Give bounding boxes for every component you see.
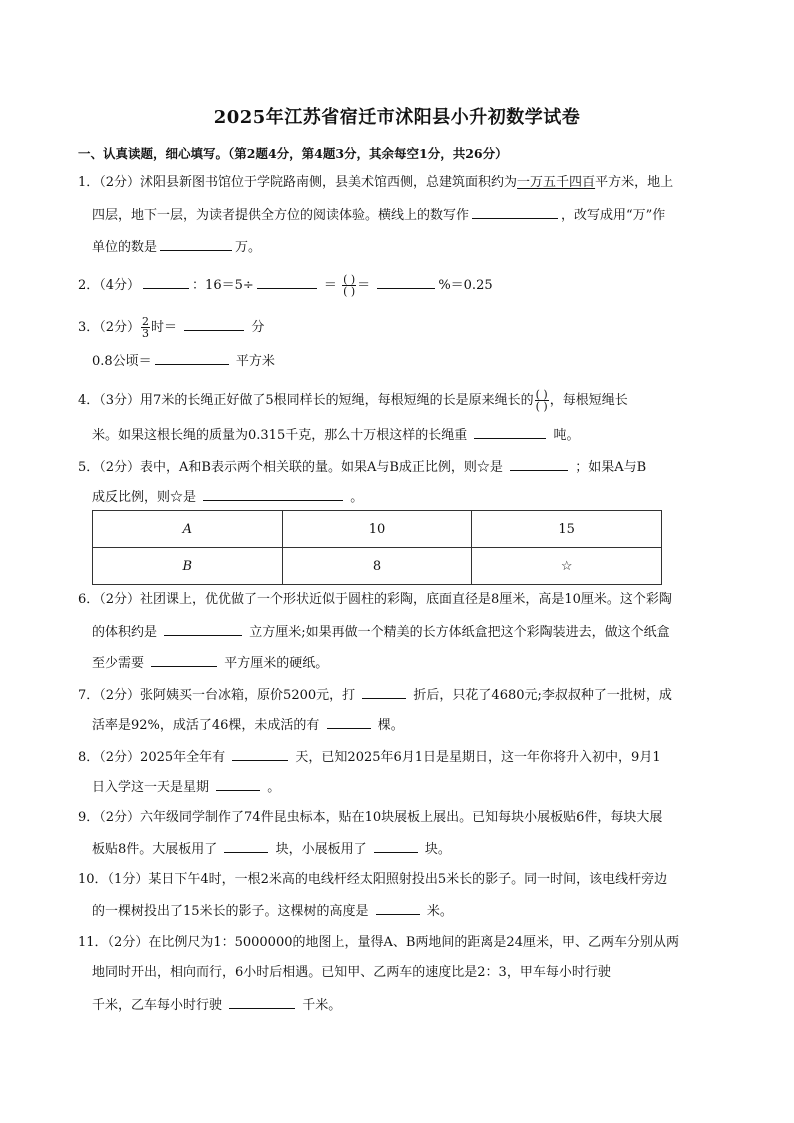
question-2: [78, 274, 493, 297]
question-text: 棵。: [377, 718, 404, 733]
table-row: [93, 548, 662, 585]
question-5-line-1: [78, 457, 646, 477]
question-text: 5．（2分）表中，A和B表示两个相关联的量。如果A与B成正比例，则☆是: [78, 460, 503, 475]
question-text: 单位的数是: [92, 240, 158, 255]
fraction-denominator: 3: [142, 327, 150, 340]
question-7-line-1: [78, 685, 672, 705]
answer-blank[interactable]: [224, 839, 268, 853]
answer-blank[interactable]: [229, 995, 295, 1009]
fraction-blank[interactable]: [342, 274, 356, 297]
question-3-line-2: [92, 351, 275, 371]
question-text: 万。: [235, 240, 262, 255]
question-11-line-2: [92, 964, 611, 982]
question-text: 块，小展板用了: [275, 842, 367, 857]
table-cell: A: [93, 511, 283, 548]
answer-blank[interactable]: [377, 275, 435, 289]
fraction-numerator: 2: [142, 315, 150, 328]
answer-blank[interactable]: [327, 715, 371, 729]
question-1-line-1: [78, 174, 673, 192]
table-cell: ☆: [472, 548, 662, 585]
answer-blank[interactable]: [203, 487, 343, 501]
question-text: 立方厘米;如果再做一个精美的长方体纸盒把这个彩陶装进去，做这个纸盒: [249, 625, 670, 640]
table-cell: 8: [282, 548, 472, 585]
question-text: 11．（2分）在比例尺为1：5000000的地图上，量得A、B两地间的距离是24厘米，甲、乙两车分别从两: [78, 935, 679, 950]
question-4-line-1: [78, 389, 628, 412]
question-3-line-1: [78, 316, 264, 339]
table-row: [93, 511, 662, 548]
question-text: 地同时开出，相向而行，6小时后相遇。已知甲、乙两车的速度比是2：3，甲车每小时行驶: [92, 965, 611, 980]
question-text: 四层，地下一层，为读者提供全方位的阅读体验。横线上的数写作: [92, 208, 470, 223]
question-7-line-2: [92, 715, 404, 735]
section-heading: 一、认真读题，细心填写。（第2题4分，第4题3分，其余每空1分，共26分）: [78, 146, 508, 161]
question-text: 至少需要: [92, 656, 145, 671]
question-11-line-3: [92, 995, 341, 1015]
question-text: 千米。: [302, 998, 342, 1013]
question-6-line-3: [92, 653, 328, 673]
answer-blank[interactable]: [472, 205, 558, 219]
question-text: ，改写成用“万”作: [561, 208, 666, 223]
ab-relationship-table: [92, 510, 662, 585]
answer-blank[interactable]: [151, 653, 217, 667]
fraction-blank[interactable]: [535, 389, 549, 412]
answer-blank[interactable]: [164, 622, 242, 636]
question-text: 9．（2分）六年级同学制作了74件昆虫标本，贴在10块展板上展出。已知每块小展板贴6件，每块大展: [78, 810, 663, 825]
answer-blank[interactable]: [362, 685, 406, 699]
question-text: 板贴8件。大展板用了: [92, 842, 218, 857]
question-text: %＝0.25: [438, 278, 493, 293]
question-8-line-2: [92, 777, 280, 797]
answer-blank[interactable]: [143, 275, 189, 289]
answer-blank[interactable]: [510, 457, 568, 471]
question-text: 平方厘米的硬纸。: [224, 656, 329, 671]
question-6-line-1: [78, 591, 672, 609]
question-text: 8．（2分）2025年全年有: [78, 750, 226, 765]
question-text: 日入学这一天是星期: [92, 780, 210, 795]
question-text: 块。: [424, 842, 451, 857]
question-text: 10．（1分）某日下午4时，一根2米高的电线杆经太阳照射投出5米长的影子。同一时间，该电线杆旁边: [78, 872, 668, 887]
question-text: 的一棵树投出了15米长的影子。这棵树的高度是: [92, 904, 369, 919]
question-text: 的体积约是: [92, 625, 158, 640]
question-text: ＝: [323, 278, 337, 293]
fraction-numerator: ( ): [343, 273, 356, 286]
question-text: 1．（2分）沭阳县新图书馆位于学院路南侧，县美术馆西侧，总建筑面积约为: [78, 175, 518, 190]
question-text: 2．（4分）: [78, 278, 141, 293]
question-4-line-2: [92, 425, 580, 445]
answer-blank[interactable]: [374, 839, 418, 853]
question-text: ；如果A与B: [575, 460, 647, 475]
question-text: 3．（2分）: [78, 320, 141, 335]
answer-blank[interactable]: [474, 425, 546, 439]
question-text: 吨。: [553, 428, 580, 443]
fraction-denominator: ( ): [535, 400, 548, 413]
question-6-line-2: [92, 622, 670, 642]
question-text: 6．（2分）社团课上，优优做了一个形状近似于圆柱的彩陶，底面直径是8厘米，高是10厘米。这个彩陶: [78, 592, 672, 607]
answer-blank[interactable]: [184, 317, 244, 331]
question-11-line-1: [78, 934, 679, 952]
question-text: 平方米: [235, 354, 275, 369]
question-text: 时＝: [151, 320, 178, 335]
question-text: 成反比例，则☆是: [92, 490, 197, 505]
fraction: [141, 316, 150, 339]
question-9-line-1: [78, 809, 662, 827]
question-text: ＝: [357, 278, 371, 293]
page-title: 2025年江苏省宿迁市沭阳县小升初数学试卷: [213, 107, 581, 128]
question-9-line-2: [92, 839, 451, 859]
table-cell: B: [93, 548, 283, 585]
question-text: 平方米，地上: [595, 175, 674, 190]
question-text: 。: [350, 490, 364, 505]
question-5-line-2: [92, 487, 363, 507]
question-10-line-2: [92, 901, 453, 921]
fraction-denominator: ( ): [343, 285, 356, 298]
question-8-line-1: [78, 747, 661, 767]
underlined-number-text: 一万五千四百: [517, 175, 596, 190]
question-text: 4．（3分）用7米的长绳正好做了5根同样长的短绳，每根短绳的长是原来绳长的: [78, 393, 534, 408]
answer-blank[interactable]: [216, 777, 260, 791]
question-text: 米。如果这根长绳的质量为0.315千克，那么十万根这样的长绳重: [92, 428, 468, 443]
question-text: 千米，乙车每小时行驶: [92, 998, 223, 1013]
answer-blank[interactable]: [160, 237, 232, 251]
answer-blank[interactable]: [376, 901, 420, 915]
question-text: 0.8公顷＝: [92, 354, 152, 369]
table-cell: 10: [282, 511, 472, 548]
question-1-line-3: [92, 237, 261, 257]
question-text: ，每根短绳长: [549, 393, 628, 408]
question-text: 7．（2分）张阿姨买一台冰箱，原价5200元，打: [78, 688, 356, 703]
answer-blank[interactable]: [155, 351, 229, 365]
answer-blank[interactable]: [232, 747, 288, 761]
question-text: 。: [267, 780, 281, 795]
table-cell: 15: [472, 511, 662, 548]
answer-blank[interactable]: [257, 275, 317, 289]
question-1-line-2: [92, 205, 665, 225]
question-10-line-1: [78, 871, 667, 889]
question-text: 活率是92%，成活了46棵，未成活的有: [92, 718, 320, 733]
question-text: 天，已知2025年6月1日是星期日，这一年你将升入初中，9月1: [295, 750, 661, 765]
question-text: ：16＝5÷: [192, 278, 254, 293]
question-text: 分: [251, 320, 265, 335]
fraction-numerator: ( ): [535, 388, 548, 401]
question-text: 折后，只花了4680元;李叔叔种了一批树，成: [413, 688, 672, 703]
question-text: 米。: [426, 904, 453, 919]
